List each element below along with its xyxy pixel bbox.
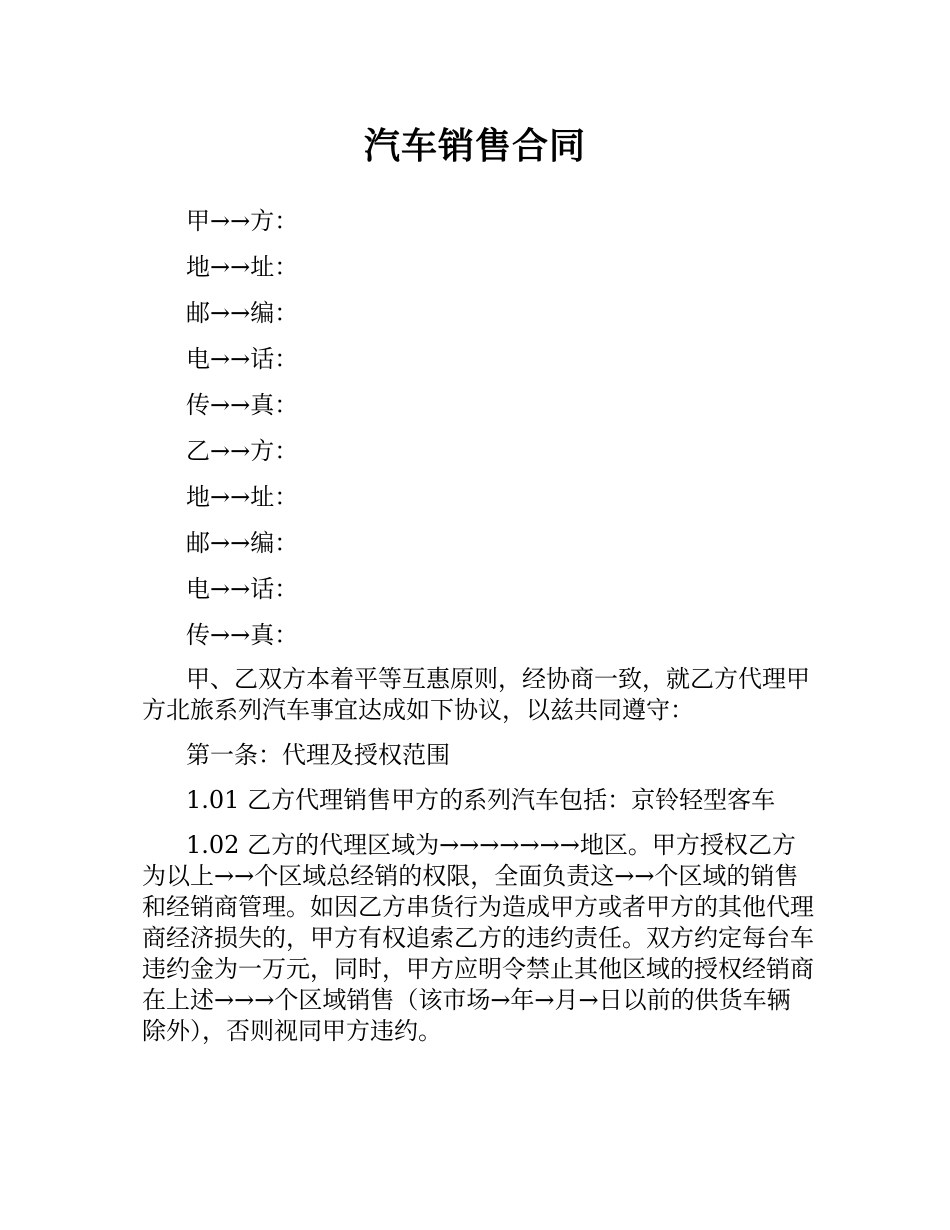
clause-1-02: 1.02 乙方的代理区域为→→→→→→→地区。甲方授权乙方为以上→→个区域总经销的权限，全面负责这→→个区域的销售和经销商管理。如因乙方串货行为造成甲方或者甲方的其他代理商经济损失的，甲方有权追索乙方的违约责任。双方约定每台车违约金为一万元，同时，甲方应明令禁止其他区域的授权经销商在上述→→→个区域销售（该市场→年→月→日以前的供货车辆除外），否则视同甲方违约。 bbox=[142, 831, 814, 1045]
clause-1-01: 1.01 乙方代理销售甲方的系列汽车包括：京铃轻型客车 bbox=[186, 786, 776, 814]
article-1-heading: 第一条：代理及授权范围 bbox=[186, 741, 450, 769]
contract-body bbox=[142, 664, 814, 1061]
document-title: 汽车销售合同 bbox=[363, 126, 586, 167]
party-b-name-field: 乙→→方： bbox=[186, 437, 299, 465]
party-a-address-field: 地→→址： bbox=[186, 253, 299, 281]
party-b-fax-field: 传→→真： bbox=[186, 621, 299, 649]
party-b-postcode-field: 邮→→编： bbox=[186, 529, 299, 557]
party-a-name-field: 甲→→方： bbox=[186, 207, 299, 235]
party-a-phone-field: 电→→话： bbox=[186, 345, 299, 373]
party-info-fields bbox=[186, 206, 298, 666]
party-a-fax-field: 传→→真： bbox=[186, 391, 299, 419]
party-b-phone-field: 电→→话： bbox=[186, 575, 299, 603]
party-a-postcode-field: 邮→→编： bbox=[186, 299, 299, 327]
party-b-address-field: 地→→址： bbox=[186, 483, 299, 511]
preamble-paragraph: 甲、乙双方本着平等互惠原则，经协商一致，就乙方代理甲方北旅系列汽车事宜达成如下协议，以兹共同遵守： bbox=[142, 665, 810, 724]
